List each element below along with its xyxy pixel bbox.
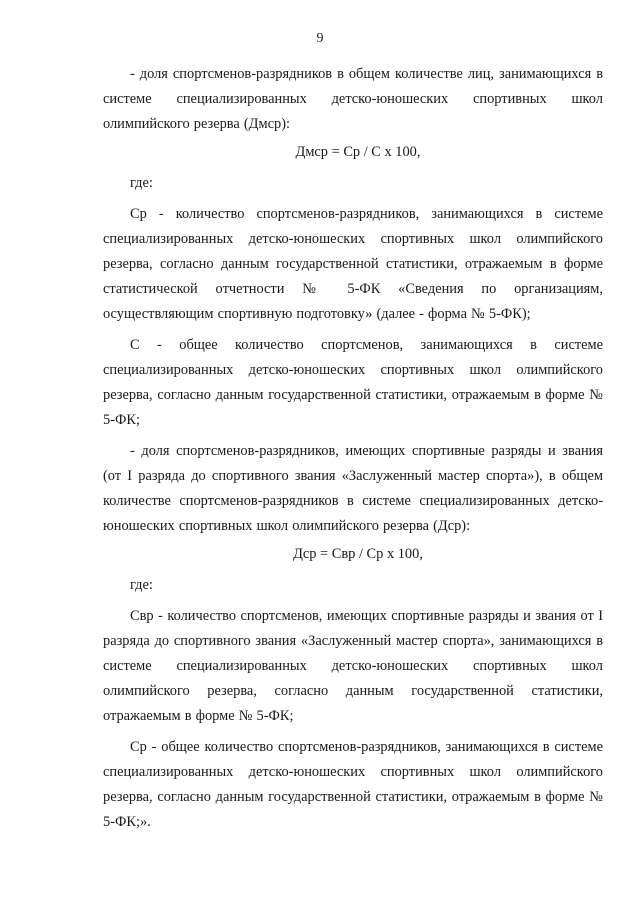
document-body bbox=[103, 62, 603, 841]
where-label-2: где: bbox=[130, 577, 153, 593]
page-number: 9 bbox=[316, 31, 324, 46]
paragraph-share-ranked-athletes: - доля спортсменов-разрядников в общем количестве лиц, занимающихся в системе специализированных детско-юношеских спортивных школ олимпийского резерва (Дмср): bbox=[103, 66, 603, 132]
formula-dmsr: Дмср = Ср / С х 100, bbox=[295, 144, 421, 160]
paragraph-definition-sr: Ср - количество спортсменов-разрядников, занимающихся в системе специализированных детско-юношеских спортивных школ олимпийского резерва, согласно данным государственной статистики, отражаемым в форме статистической отчетности № 5-ФК «Сведения по организациям, осуществляющим спортивную подготовку» (далее - форма № 5-ФК); bbox=[103, 206, 603, 322]
formula-dsr: Дср = Свр / Ср х 100, bbox=[293, 546, 423, 562]
paragraph-definition-sr-total: Ср - общее количество спортсменов-разрядников, занимающихся в системе специализированных детско-юношеских спортивных школ олимпийского резерва, согласно данным государственной статистики, отражаемым в форме № 5-ФК;». bbox=[103, 739, 603, 830]
paragraph-definition-s: С - общее количество спортсменов, занимающихся в системе специализированных детско-юношеских спортивных школ олимпийского резерва, согласно данным государственной статистики, отражаемым в форме № 5-ФК; bbox=[103, 337, 603, 428]
where-label: где: bbox=[130, 175, 153, 191]
paragraph-share-titled-athletes: - доля спортсменов-разрядников, имеющих спортивные разряды и звания (от I разряда до спортивного звания «Заслуженный мастер спорта»), в общем количестве спортсменов-разрядников в системе специализированных детско-юношеских спортивных школ олимпийского резерва (Дср): bbox=[103, 443, 603, 534]
paragraph-definition-svr: Свр - количество спортсменов, имеющих спортивные разряды и звания от I разряда до спортивного звания «Заслуженный мастер спорта», занимающихся в системе специализированных детско-юношеских спортивных школ олимпийского резерва, согласно данным государственной статистики, отражаемым в форме № 5-ФК; bbox=[103, 608, 603, 724]
